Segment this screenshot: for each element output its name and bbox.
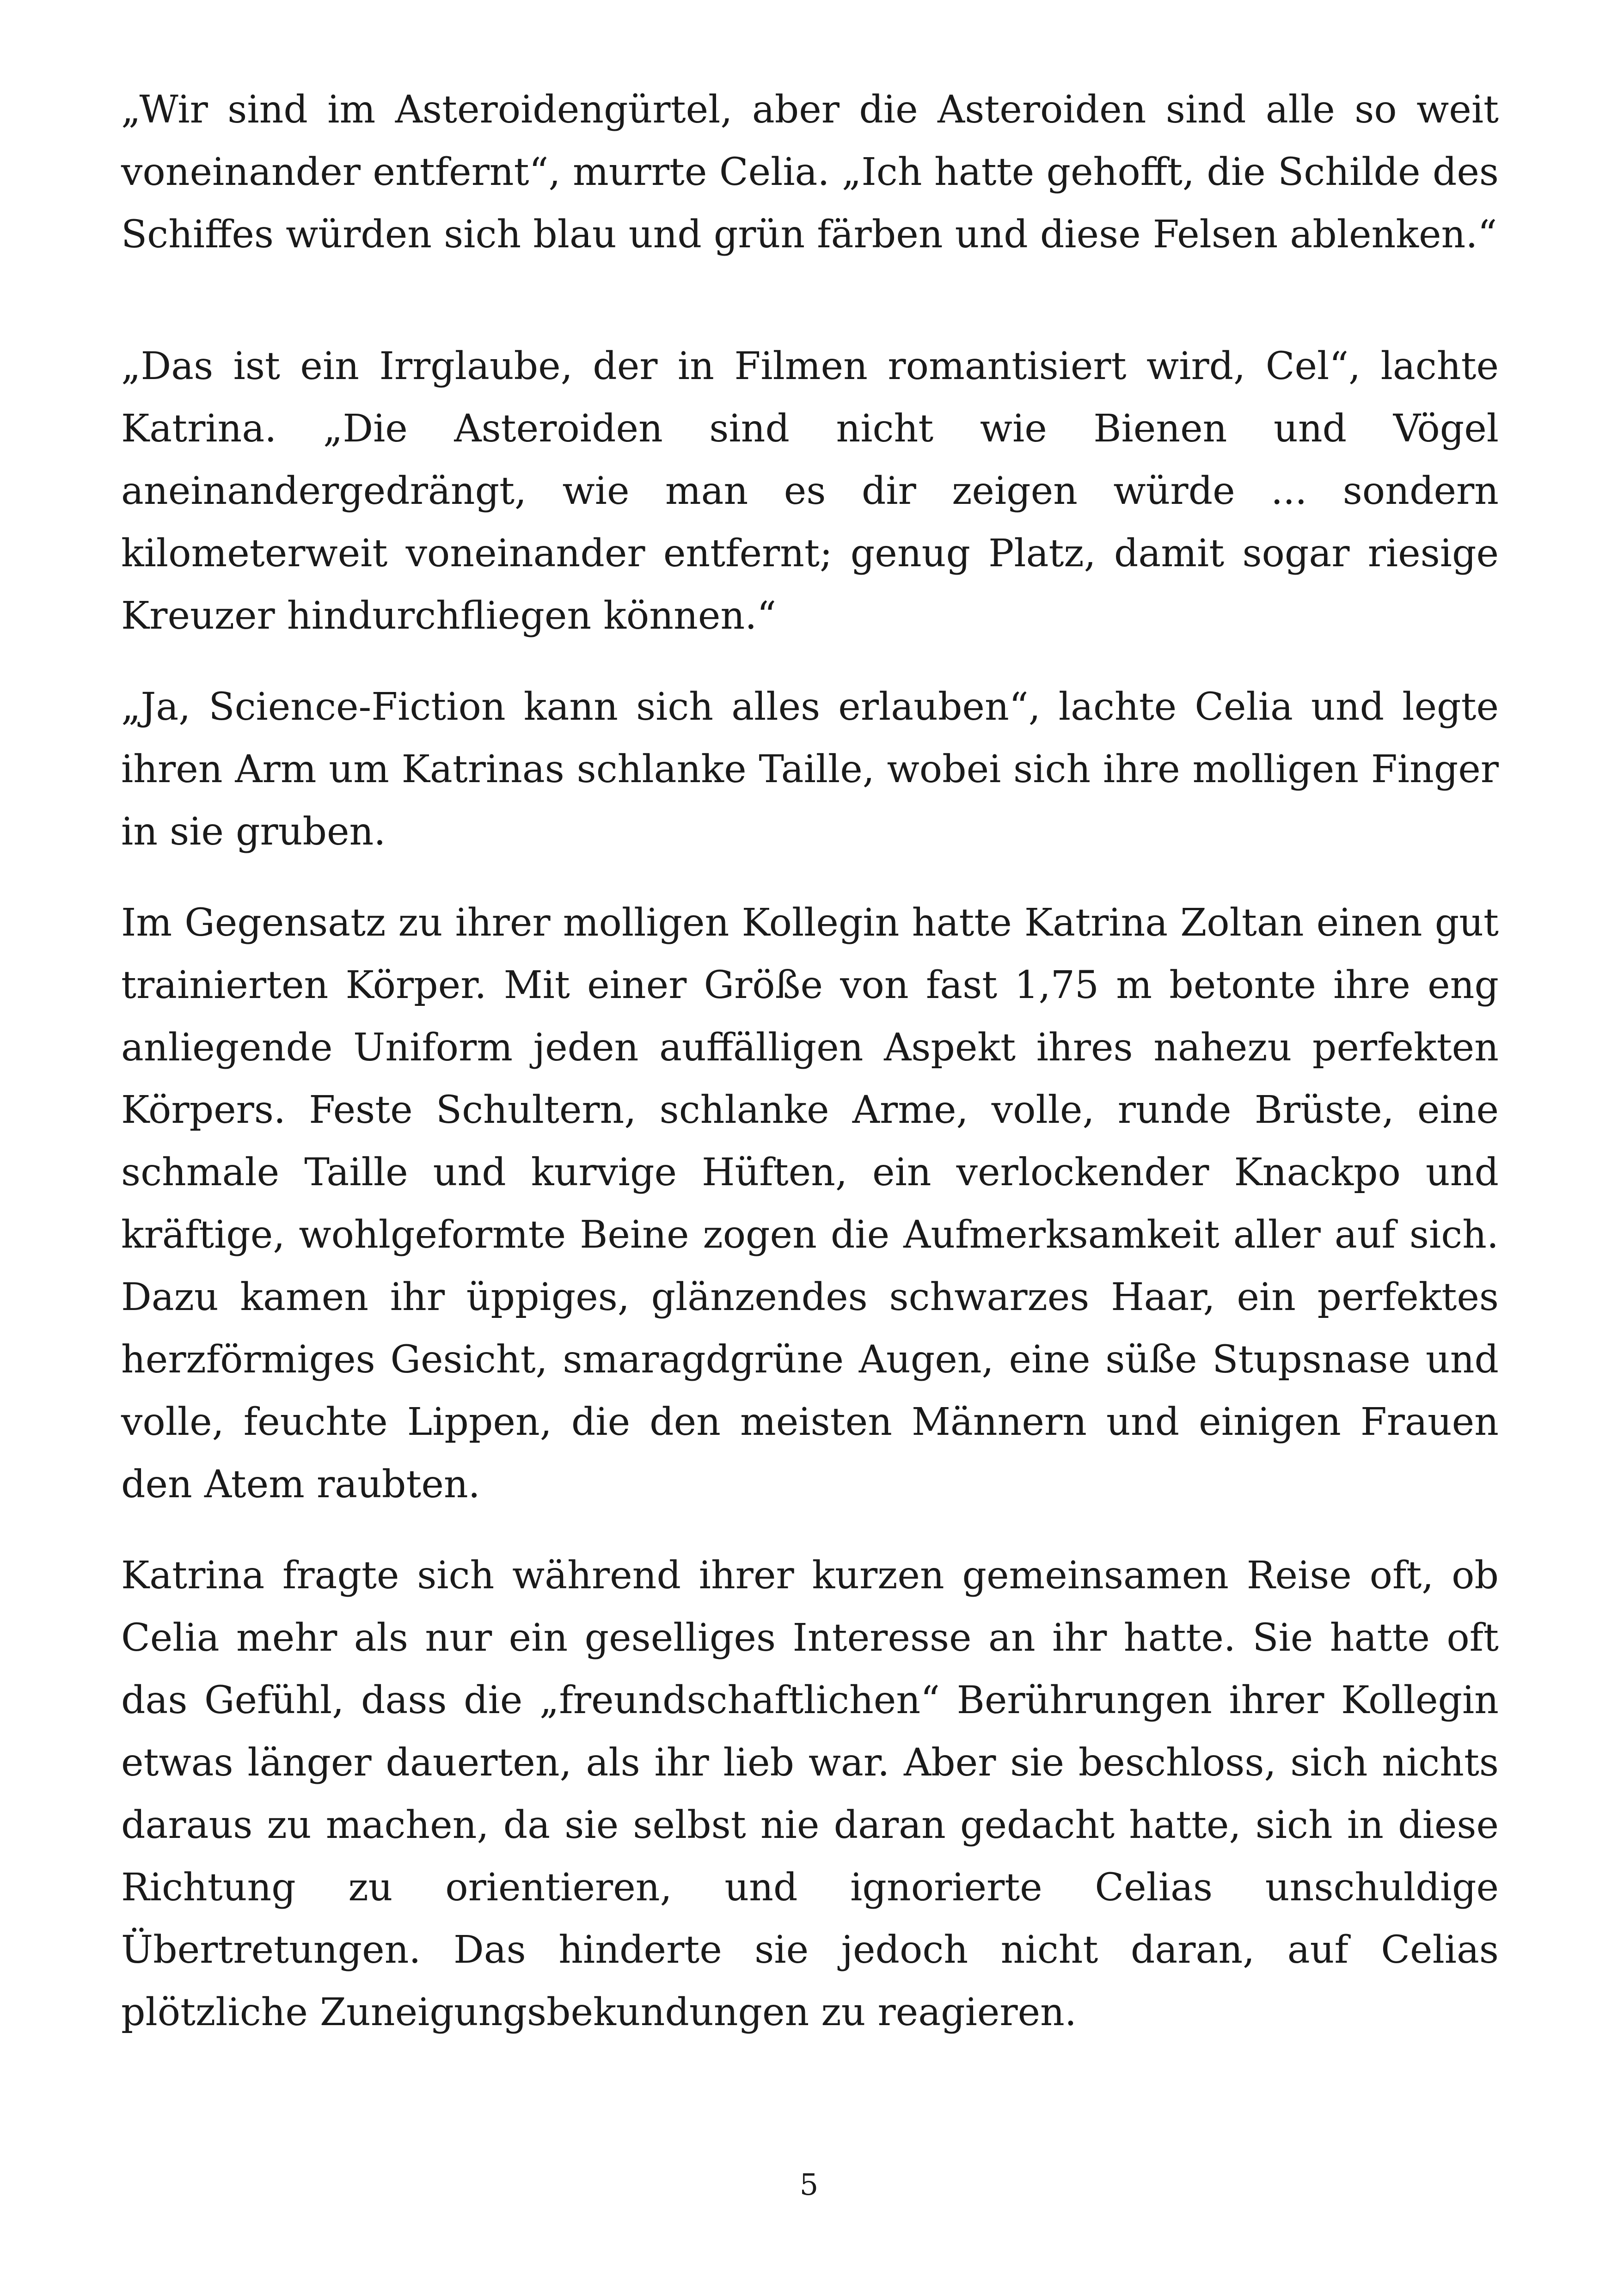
paragraph-3: „Ja, Science-Fiction kann sich alles erlauben“, lachte Celia und legte ihren Arm um Katrinas schlanke Taille, wobei sich ihre molligen Finger in sie gruben. xyxy=(121,685,1499,854)
page-number: 5 xyxy=(799,2168,819,2202)
paragraph-2: „Das ist ein Irrglaube, der in Filmen romantisiert wird, Cel“, lachte Katrina. „Die Asteroiden sind nicht wie Bienen und Vögel aneinandergedrängt, wie man es dir zeigen würde ... sondern kilometerweit voneinander entfernt; genug Platz, damit sogar riesige Kreuzer hindurchfliegen können.“ xyxy=(121,344,1499,638)
body-text xyxy=(121,79,1499,2072)
paragraph-5: Katrina fragte sich während ihrer kurzen gemeinsamen Reise oft, ob Celia mehr als nur ein geselliges Interesse an ihr hatte. Sie hatte oft das Gefühl, dass die „freundschaftlichen“ Berührungen ihrer Kollegin etwas länger dauerten, als ihr lieb war. Aber sie beschloss, sich nichts daraus zu machen, da sie selbst nie daran gedacht hatte, sich in diese Richtung zu orientieren, und ignorierte Celias unschuldige Übertretungen. Das hinderte sie jedoch nicht daran, auf Celias plötzliche Zuneigungsbekundungen zu reagieren. xyxy=(121,1554,1499,2034)
paragraph-4: Im Gegensatz zu ihrer molligen Kollegin hatte Katrina Zoltan einen gut trainierten Körper. Mit einer Größe von fast 1,75 m betonte ihre eng anliegende Uniform jeden auffälligen Aspekt ihres nahezu perfekten Körpers. Feste Schultern, schlanke Arme, volle, runde Brüste, eine schmale Taille und kurvige Hüften, ein verlockender Knackpo und kräftige, wohlgeformte Beine zogen die Aufmerksamkeit aller auf sich. Dazu kamen ihr üppiges, glänzendes schwarzes Haar, ein perfektes herzförmiges Gesicht, smaragdgrüne Augen, eine süße Stupsnase und volle, feuchte Lippen, die den meisten Männern und einigen Frauen den Atem raubten. xyxy=(121,901,1499,1506)
paragraph-1: „Wir sind im Asteroidengürtel, aber die Asteroiden sind alle so weit voneinander entfernt“, murrte Celia. „Ich hatte gehofft, die Schilde des Schiffes würden sich blau und grün färben und diese Felsen ablenken.“ xyxy=(121,88,1499,257)
